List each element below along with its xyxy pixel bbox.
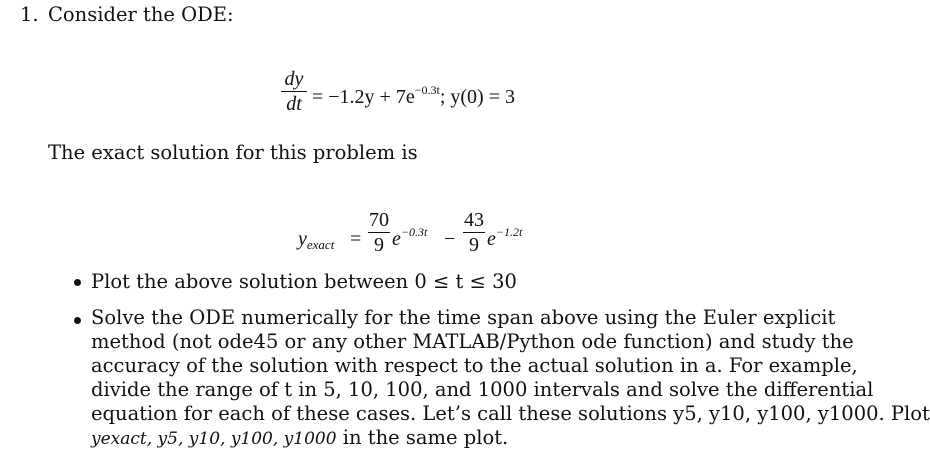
ode-rhs-exponent: −0.3t: [414, 83, 440, 97]
ode-lhs-fraction: [281, 69, 307, 114]
exact-lhs: [298, 228, 334, 251]
exp-base-1: e: [392, 228, 401, 250]
bullet-1-text: Plot the above solution between 0 ≤ t ≤ 30: [91, 270, 517, 293]
bullet-2-last-text: in the same plot.: [342, 426, 509, 449]
fraction-bar: [368, 232, 390, 233]
coeff-1-denominator: 9: [374, 234, 384, 256]
ode-lhs-numerator: dy: [284, 68, 304, 90]
problem-title: Consider the ODE:: [48, 3, 234, 26]
fraction-bar: [463, 232, 485, 233]
exact-y: y: [298, 228, 307, 250]
exact-equals: =: [350, 228, 362, 250]
bullet-dot: [74, 317, 81, 324]
bullet-2-line: method (not ode45 or any other MATLAB/Python ode function) and study the: [91, 330, 854, 353]
bullet-2-line: equation for each of these cases. Let’s call these solutions y5, y10, y100, y1000. Plot: [91, 402, 930, 425]
exp-power-2: −1.2t: [495, 225, 523, 239]
ode-lhs-denominator: dt: [286, 93, 302, 115]
exp-term-2: [487, 225, 523, 251]
fraction-bar: [281, 91, 307, 92]
exact-subscript: exact: [306, 237, 335, 252]
coeff-1-numerator: 70: [369, 209, 389, 231]
problem-number: 1.: [20, 3, 39, 26]
exact-intro: The exact solution for this problem is: [48, 141, 418, 164]
exp-term-1: [392, 225, 428, 251]
ode-rhs-expr: = −1.2y + 7e: [312, 86, 415, 108]
exp-power-1: −0.3t: [400, 225, 428, 239]
bullet-2-last-line: [91, 426, 781, 451]
coeff-1-fraction: [368, 210, 390, 255]
solution-variables: yexact, y5, y10, y100, y1000: [91, 429, 337, 449]
coeff-2-fraction: [463, 210, 485, 255]
bullet-2-line: accuracy of the solution with respect to the actual solution in a. For example,: [91, 354, 858, 377]
ode-rhs: [312, 83, 515, 109]
coeff-2-numerator: 43: [464, 209, 484, 231]
coeff-2-denominator: 9: [469, 234, 479, 256]
bullet-dot: [74, 279, 81, 286]
bullet-2-line: Solve the ODE numerically for the time span above using the Euler explicit: [91, 306, 836, 329]
bullet-2-paragraph: [91, 306, 930, 451]
exact-minus: −: [444, 228, 456, 250]
exp-base-2: e: [487, 228, 496, 250]
bullet-2-line: divide the range of t in 5, 10, 100, and 1000 intervals and solve the differential: [91, 378, 874, 401]
ode-initial-condition: ; y(0) = 3: [439, 86, 515, 108]
